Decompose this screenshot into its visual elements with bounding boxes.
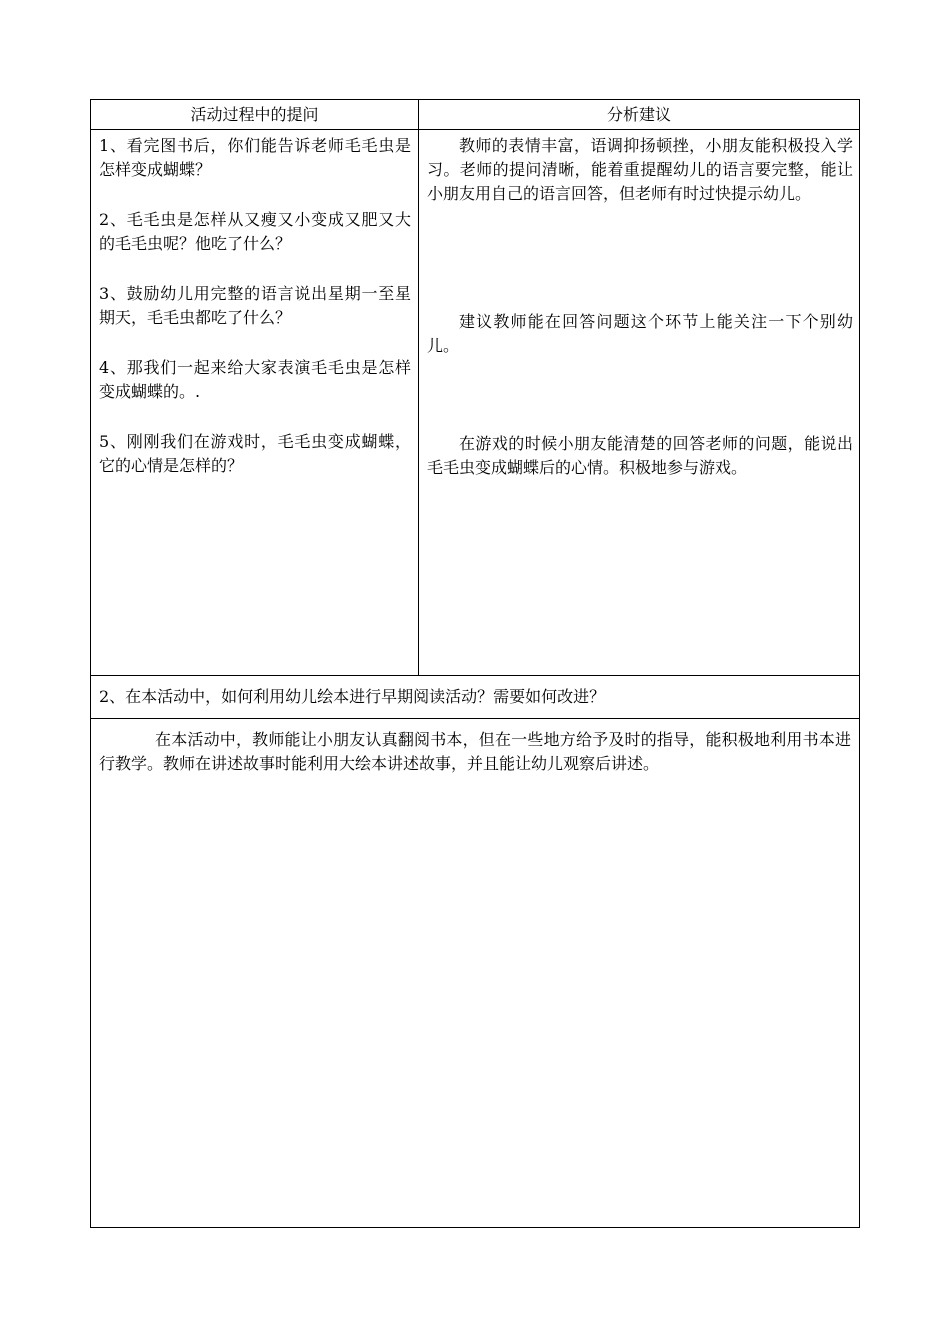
suggestion-2: 建议教师能在回答问题这个环节上能关注一下个别幼儿。 — [427, 312, 853, 355]
suggestion-3: 在游戏的时候小朋友能清楚的回答老师的问题，能说出毛毛虫变成蝴蝶后的心情。积极地参与游戏。 — [427, 434, 853, 477]
section2-answer: 在本活动中，教师能让小朋友认真翻阅书本，但在一些地方给予及时的指导，能积极地利用书本进行教学。教师在讲述故事时能利用大绘本讲述故事，并且能让幼儿观察后讲述。 — [99, 730, 851, 773]
header-questions: 活动过程中的提问 — [190, 105, 319, 124]
question-5: 5、刚刚我们在游戏时，毛毛虫变成蝴蝶，它的心情是怎样的？ — [99, 432, 411, 475]
section2-question: 2、在本活动中，如何利用幼儿绘本进行早期阅读活动？需要如何改进？ — [99, 687, 606, 706]
table-header-row — [91, 100, 859, 130]
question-4: 4、那我们一起来给大家表演毛毛虫是怎样变成蝴蝶的。. — [99, 358, 411, 401]
questions-cell — [99, 134, 411, 504]
column-divider — [418, 100, 419, 675]
section2-question-row — [91, 675, 859, 719]
question-3: 3、鼓励幼儿用完整的语言说出星期一至星期天，毛毛虫都吃了什么？ — [99, 284, 411, 327]
question-1: 1、看完图书后，你们能告诉老师毛毛虫是怎样变成蝴蝶？ — [99, 136, 411, 179]
evaluation-table — [90, 99, 860, 1228]
suggestion-1: 教师的表情丰富，语调抑扬顿挫，小朋友能积极投入学习。老师的提问清晰，能着重提醒幼儿的语言要完整，能让小朋友用自己的语言回答，但老师有时过快提示幼儿。 — [427, 136, 853, 203]
header-suggestions: 分析建议 — [606, 105, 671, 124]
question-2: 2、毛毛虫是怎样从又瘦又小变成又肥又大的毛毛虫呢？他吃了什么？ — [99, 210, 411, 253]
